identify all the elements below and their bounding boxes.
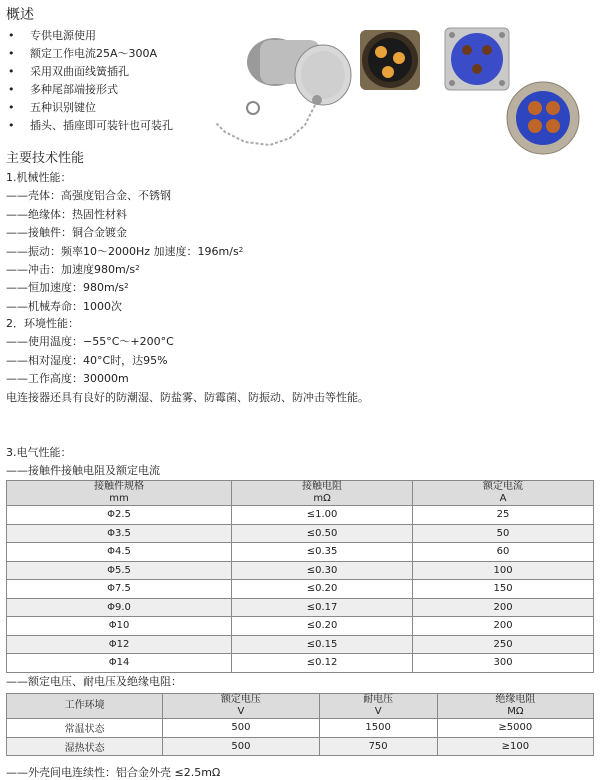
- mech-shock: ——冲击：加速度$980m/s^2$: [6, 263, 140, 277]
- col-header: 额定电流 A: [413, 481, 594, 506]
- table-row: Φ5.5 ≤0.30 100: [7, 561, 594, 580]
- contact-resistance-table: [6, 480, 594, 673]
- environment-heading: 2．环境性能：: [6, 317, 79, 330]
- col-header: 工作环境: [7, 694, 163, 719]
- table-row: Φ3.5 ≤0.50 50: [7, 524, 594, 543]
- bullet-icon: •: [8, 29, 15, 42]
- env-item: ——相对湿度：40°C时，达95%: [6, 353, 168, 367]
- col-header: 耐电压 V: [319, 694, 437, 719]
- col-header: 接触件规格 mm: [7, 481, 232, 506]
- bullet-icon: •: [8, 65, 15, 78]
- mech-accel: ——恒加速度：$980m/s^2$: [6, 281, 129, 295]
- bullet-icon: •: [8, 47, 15, 60]
- connector-photos: [205, 20, 600, 180]
- table-row: Φ10 ≤0.20 200: [7, 617, 594, 636]
- mech-item: ——绝缘体：热固性材料: [6, 207, 127, 221]
- mech-life: ——机械寿命：1000次: [6, 299, 122, 313]
- table-row: Φ4.5 ≤0.35 60: [7, 543, 594, 562]
- col-header: 绝缘电阻 MΩ: [437, 694, 593, 719]
- env-note: 电连接器还具有良好的防潮湿、防盐雾、防霉菌、防振动、防冲击等性能。: [6, 390, 369, 404]
- table-row: Φ2.5 ≤1.00 25: [7, 506, 594, 525]
- table-row: Φ7.5 ≤0.20 150: [7, 580, 594, 599]
- bullet-icon: •: [8, 119, 15, 132]
- feature-item: • 五种识别键位: [8, 99, 173, 117]
- square-receptacle-image: [360, 30, 420, 90]
- table-row: Φ14 ≤0.12 300: [7, 654, 594, 673]
- mechanical-section: [6, 169, 243, 316]
- blue-receptacle-image: [445, 28, 509, 90]
- voltage-subheading: ——额定电压、耐电压及绝缘电阻：: [6, 675, 182, 688]
- voltage-table: [6, 693, 594, 756]
- feature-list: [8, 27, 173, 135]
- feature-item: • 多种尾部端接形式: [8, 81, 173, 99]
- mech-item: ——接触件：铜合金镀金: [6, 226, 127, 240]
- table-row: 常温状态 500 1500 ≥5000: [7, 719, 594, 738]
- feature-item: • 采用双曲面线簧插孔: [8, 63, 173, 81]
- col-header: 接触电阻 mΩ: [232, 481, 413, 506]
- plug-with-chain-image: [215, 38, 351, 145]
- feature-item: • 额定工作电流25A～300A: [8, 45, 173, 63]
- environment-section: [6, 315, 369, 407]
- mech-vibration: ——振动：频率10～2000Hz 加速度：$196m/s^2$: [6, 244, 244, 258]
- continuity-footnote: ——外壳间电连续性：铝合金外壳 ≤2.5mΩ: [6, 766, 221, 779]
- round-receptacle-image: [507, 82, 579, 154]
- env-item: ——使用温度：−55°C～+200°C: [6, 335, 174, 349]
- feature-item: • 插头、插座即可装针也可装孔: [8, 117, 173, 135]
- electrical-section: [6, 444, 160, 481]
- bullet-icon: •: [8, 101, 15, 114]
- electrical-heading: 3.电气性能：: [6, 446, 72, 459]
- bullet-icon: •: [8, 83, 15, 96]
- electrical-subheading: ——接触件接触电阻及额定电流: [6, 464, 160, 478]
- col-header: 额定电压 V: [163, 694, 319, 719]
- overview-title: 概述: [6, 7, 34, 23]
- tech-title: 主要技术性能: [6, 151, 85, 166]
- table-row: 湿热状态 500 750 ≥100: [7, 737, 594, 756]
- env-item: ——工作高度：30000m: [6, 372, 129, 386]
- table-row: Φ12 ≤0.15 250: [7, 635, 594, 654]
- mech-item: ——壳体：高强度铝合金、不锈钢: [6, 189, 171, 203]
- table-row: Φ9.0 ≤0.17 200: [7, 598, 594, 617]
- feature-item: • 专供电源使用: [8, 27, 173, 45]
- mechanical-heading: 1.机械性能：: [6, 171, 72, 184]
